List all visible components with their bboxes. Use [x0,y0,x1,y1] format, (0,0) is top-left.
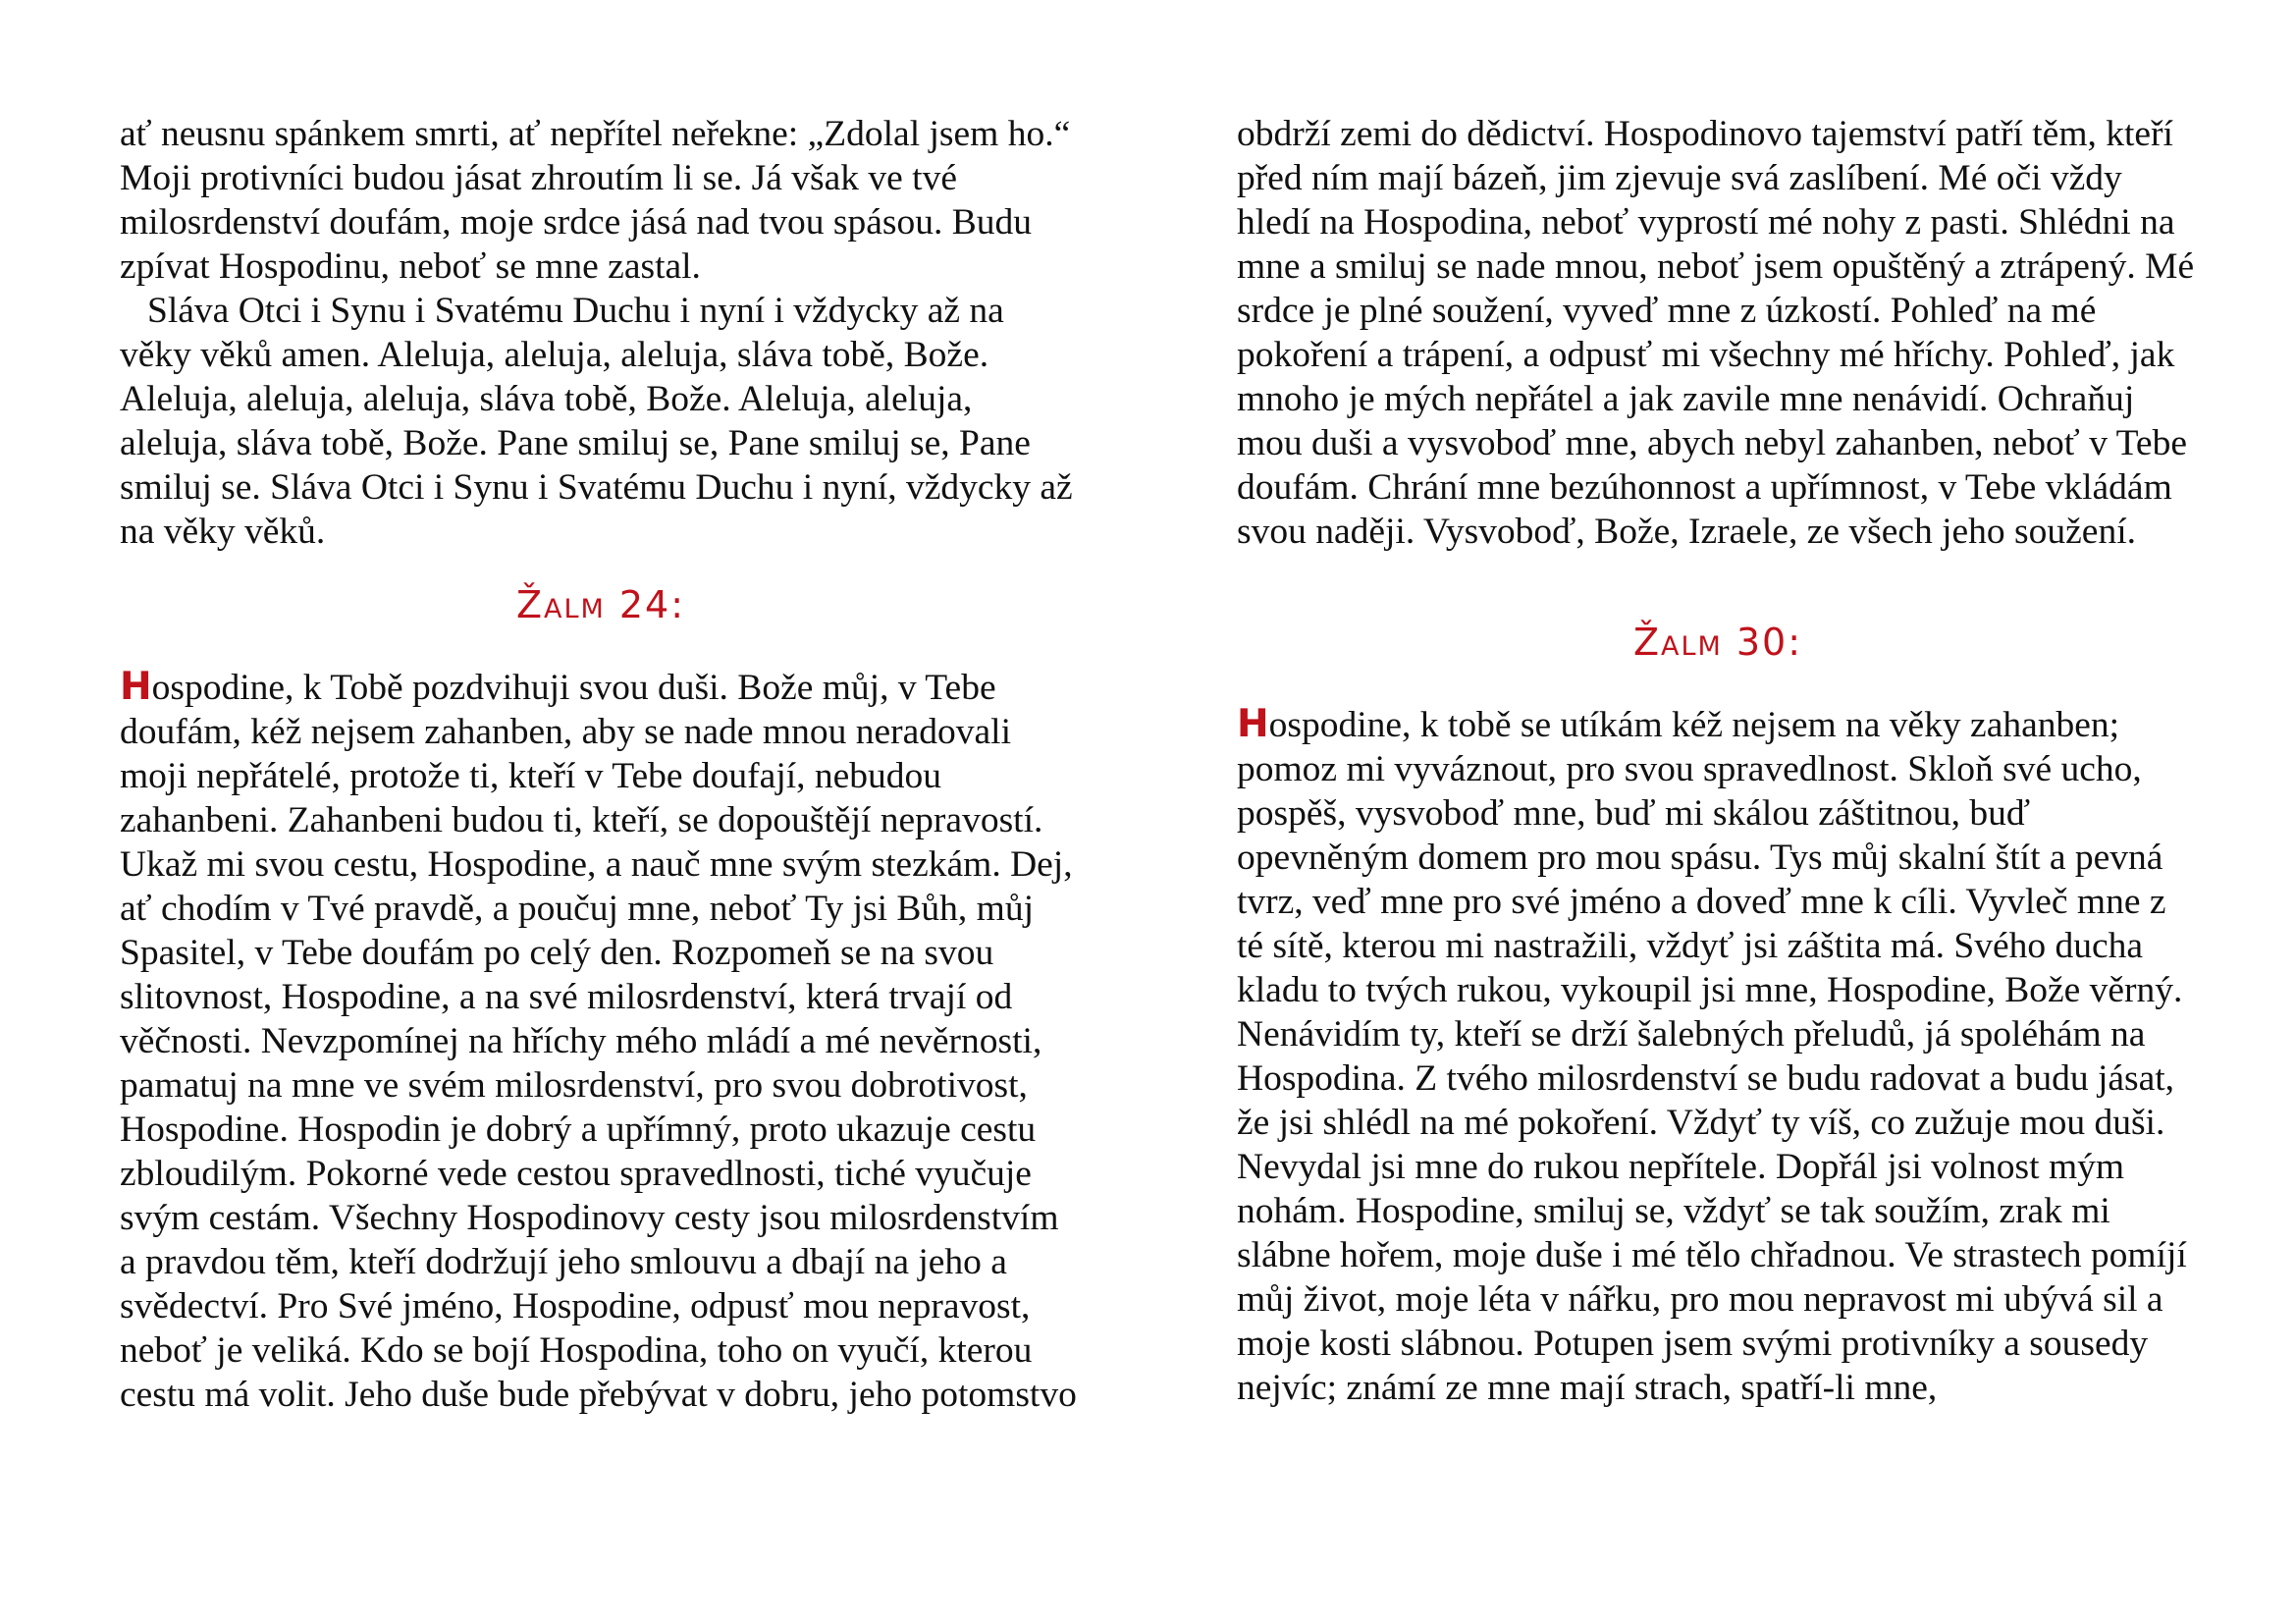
right-page [1148,0,2296,1624]
left-paragraph-doxology: Sláva Otci i Synu i Svatému Duchu i nyní i vždycky až na věky věků amen. Aleluja, aleluja, aleluja, sláva tobě, Bože. Aleluja, aleluja, aleluja, sláva tobě, Bože. Aleluja, aleluja, aleluja, sláva tobě, Bože. Pane smiluj se, Pane smiluj se, Pane smiluj se. Sláva Otci i Synu i Svatému Duchu i nyní, vždycky až na věky věků. [120,291,1073,552]
psalm-24-initial: H [120,665,152,709]
psalm-30-initial: H [1237,702,1269,746]
psalm-30-text [1237,702,2199,1410]
psalm-24-text [120,665,1082,1417]
psalm-30-body: ospodine, k tobě se utíkám kéž nejsem na věky zahanben; pomoz mi vyváznout, pro svou spravedlnost. Skloň své ucho, pospěš, vysvoboď mne, buď mi skálou záštitnou, buď opevněným domem pro mou spásu. Tys můj skalní štít a pevná tvrz, veď mne pro své jméno a doveď mne k cíli. Vyvleč mne z té sítě, kterou mi nastražili, vždyť jsi záštita má. Svého ducha kladu to tvých rukou, vykoupil jsi mne, Hospodine, Bože věrný. Nenávidím ty, kteří se drží šalebných přeludů, já spoléhám na Hospodina. Z tvého milosrdenství se budu radovat a budu jásat, že jsi shlédl na mé pokoření. Vždyť ty víš, co zužuje mou duši. Nevydal jsi mne do rukou nepřítele. Dopřál jsi volnost mým nohám. Hospodine, smiluj se, vždyť se tak soužím, zrak mi slábne hořem, moje duše i mé tělo chřadnou. Ve strastech pomíjí můj život, moje léta v nářku, pro mou nepravost mi ubývá sil a moje kosti slábnou. Potupen jsem svými protivníky a sousedy nejvíc; známí ze mne mají strach, spatří-li mne, [1237,705,2187,1408]
right-page-column [1237,112,2199,1410]
left-paragraph-1: ať neusnu spánkem smrti, ať nepřítel neřekne: „Zdolal jsem ho.“ Moji protivníci budou jásat zhroutím li se. Já však ve tvé milosrdenství doufám, moje srdce jásá nad tvou spásou. Budu zpívat Hospodinu, neboť se mne zastal. [120,114,1071,287]
left-page-column [120,112,1082,1417]
psalm-24-body: ospodine, k Tobě pozdvihuji svou duši. Bože můj, v Tebe doufám, kéž nejsem zahanben, aby se nade mnou neradovali moji nepřátelé, protože ti, kteří v Tebe doufají, nebudou zahanbeni. Zahanbeni budou ti, kteří, se dopouštějí nepravostí. Ukaž mi svou cestu, Hospodine, a nauč mne svým stezkám. Dej, ať chodím v Tvé pravdě, a poučuj mne, neboť Ty jsi Bůh, můj Spasitel, v Tebe doufám po celý den. Rozpomeň se na svou slitovnost, Hospodine, a na své milosrdenství, která trvají od věčnosti. Nevzpomínej na hříchy mého mládí a mé nevěrnosti, pamatuj na mne ve svém milosrdenství, pro svou dobrotivost, Hospodine. Hospodin je dobrý a upřímný, proto ukazuje cestu zbloudilým. Pokorné vede cestou spravedlnosti, tiché vyučuje svým cestám. Všechny Hospodinovy cesty jsou milosrdenstvím a pravdou těm, kteří dodržují jeho smlouvu a dbají na jeho a svědectví. Pro Své jméno, Hospodine, odpusť mou nepravost, neboť je veliká. Kdo se bojí Hospodina, toho on vyučí, kterou cestu má volit. Jeho duše bude přebývat v dobru, jeho potomstvo [120,668,1077,1415]
psalm-24-heading: Žalm 24: [515,583,686,626]
psalm-30-heading: Žalm 30: [1632,621,1803,664]
right-paragraph-1: obdrží zemi do dědictví. Hospodinovo tajemství patří těm, kteří před ním mají bázeň, jim zjevuje svá zaslíbení. Mé oči vždy hledí na Hospodina, neboť vyprostí mé nohy z pasti. Shlédni na mne a smiluj se nade mnou, neboť jsem opuštěný a ztrápený. Mé srdce je plné soužení, vyveď mne z úzkostí. Pohleď na mé pokoření a trápení, a odpusť mi všechny mé hříchy. Pohleď, jak mnoho je mých nepřátel a jak zavile mne nenávidí. Ochraňuj mou duši a vysvoboď mne, abych nebyl zahanben, neboť v Tebe doufám. Chrání mne bezúhonnost a upřímnost, v Tebe vkládám svou naději. Vysvoboď, Bože, Izraele, ze všech jeho soužení. [1237,114,2195,552]
